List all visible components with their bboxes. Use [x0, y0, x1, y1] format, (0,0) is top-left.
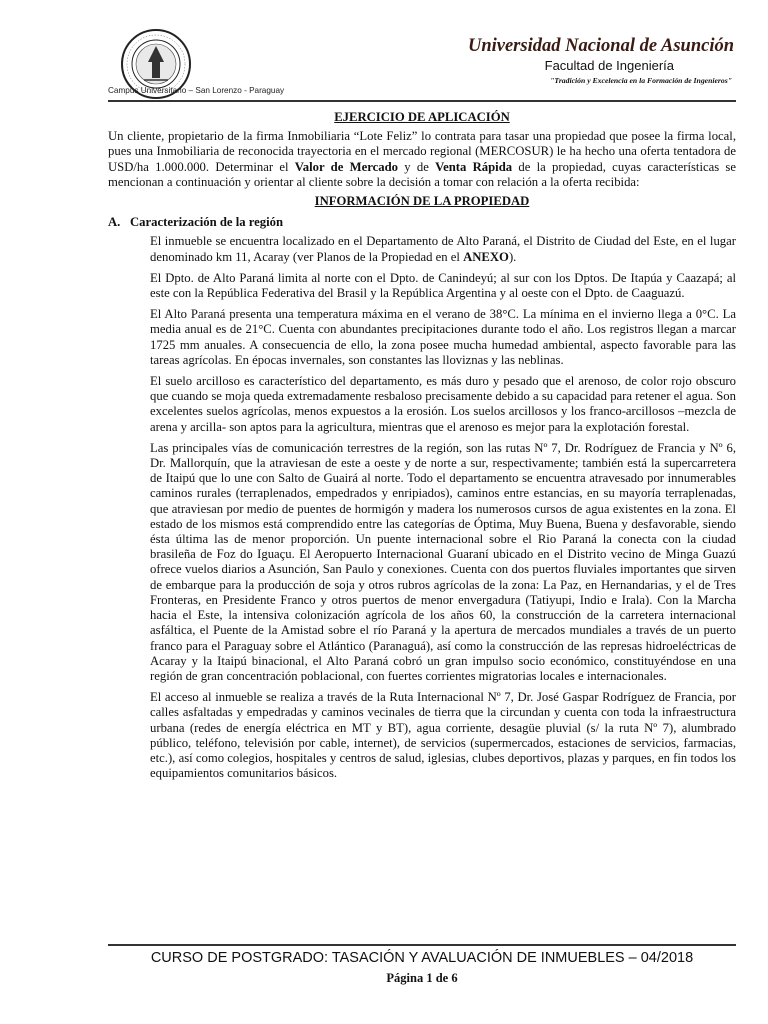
faculty-name: Facultad de Ingeniería [544, 58, 674, 73]
intro-bold-quick-sale: Venta Rápida [435, 159, 513, 174]
intro-text-1: Un cliente, propietario de la firma Inmobiliaria “Lote Feliz” lo contrata para tasar una propiedad que posee la firma local, pues una Inmobiliaria de reconocida trayectoria en el mercado regional (MERCOSUR) le ha hecho una oferta tentadora de USD/ha 1.000.000. Determinar el [108, 129, 736, 174]
paragraph-soil: El suelo arcilloso es característico del departamento, es más duro y pesado que el arenoso, de color rojo obscuro que cuando se moja queda extremadamente resbaloso precisamente debido a su capacidad para retener el agua. Son excelentes suelos agrícolas, menos expuestos a la erosión. Los suelos arcillosos y los franco-arcillosos –mezcla de arena y arcilla- son aptos para la agricultura, mientras que el arenoso es mejor para la explotación forestal. [150, 374, 736, 434]
annex-reference: ANEXO [463, 249, 509, 264]
paragraph-boundaries: El Dpto. de Alto Paraná limita al norte con el Dpto. de Canindeyú; al sur con los Dptos. De Itapúa y Caazapá; al este con la República Federativa del Brasil y la República Argentina y al oeste con el Dpto. de Caaguazú. [150, 270, 736, 301]
subsection-heading [108, 215, 736, 230]
intro-text-2: y de [397, 159, 436, 174]
paragraph-location [150, 234, 736, 264]
footer-course-title: CURSO DE POSTGRADO: TASACIÓN Y AVALUACIÓN DE INMUEBLES – 04/2018 [150, 950, 694, 966]
campus-address: Campus Universitario – San Lorenzo - Paraguay [108, 86, 285, 95]
header-divider [108, 100, 736, 102]
page-header [108, 28, 736, 100]
page-number: Página 1 de 6 [386, 971, 458, 985]
subsection-letter: A. [108, 215, 121, 230]
paragraph-location-end: ). [508, 249, 517, 264]
intro-paragraph [108, 129, 736, 190]
document-body [108, 110, 736, 787]
paragraph-roads: Las principales vías de comunicación terrestres de la región, son las rutas Nº 7, Dr. Rodríguez de Francia y Nº 6, Dr. Mallorquín, que la atraviesan de este a oeste y de norte a sur, respectivamente; también está la supercarretera de Itaipú que lo une con Salto de Guairá al norte. Todo el departamento se encuentra atravesado por innumerables caminos rurales (terraplenados, empedrados y enripiados), caminos entre estancias, en su mayoría terraplenadas, que atraviesan por medio de puentes de hormigón y madera los numerosos cursos de agua existentes en la zona. El estado de los mismos está comprendido entre las categorías de Óptima, Muy Buena, Buena y desfavorable, siendo ésta última las de menor proporción. Un puente internacional sobre el Rio Paraná la conecta con la ciudad brasileña de Foz do Iguaçu. El Aeropuerto Internacional Guaraní ubicado en el Distrito vecino de Minga Guazú ofrece vuelos diarios a Asunción, San Paulo y conexiones. Cuenta con dos puertos fluviales importantes que sirven de embarque para la producción de soja y otros rubros agrícolas de la zona: La Paz, en Hernandarias, y el de Tres Fronteras, en Presidente Franco y otros puertos de menor envergadura (Tatiyupi, Indio e Irala). Con la Marcha hacia el Este, la intensiva colonización agrícola de los años 60, la construcción de la carretera internacional asfáltica, el Puente de la Amistad sobre el río Paraná y la apertura de mercados mundiales a través de un puerto franco para el Paraguay sobre el Atlántico (Paranaguá), así como la construcción de las represas hidroeléctricas de Acaray y la Itaipú binacional, el Alto Paraná cobró un gran impulso socio económico, constituyéndose en una región de gran concentración poblacional, con fuertes corrientes migratorias locales e internacionales. [150, 440, 736, 683]
intro-bold-market-value: Valor de Mercado [294, 159, 398, 174]
intro-text-3: de la propiedad, cuyas características se mencionan a continuación y orientar al cliente sobre la decisión a tomar con relación a la oferta recibida: [108, 159, 737, 189]
footer-divider [108, 944, 736, 946]
faculty-motto: "Tradición y Excelencia en la Formación de Ingenieros" [550, 76, 732, 85]
subsection-title: Caracterización de la región [130, 215, 284, 230]
paragraph-access: El acceso al inmueble se realiza a través de la Ruta Internacional Nº 7, Dr. José Gaspar Rodríguez de Francia, por calles asfaltadas y empedradas y caminos vecinales de tierra que la circundan y cuenta con toda la infraestructura urbana (redes de energía eléctrica en MT y BT), agua corriente, desagüe pluvial (s/ la ruta Nº 7), alumbrado público, teléfono, televisión por cable, internet), de servicios (supermercados, estaciones de servicios, farmacias, etc.), así como colegios, hospitales y centros de salud, iglesias, clubes deportivos, plazas y parques, en fin todos los equipamientos comunitarios básicos. [150, 690, 736, 781]
paragraph-location-text: El inmueble se encuentra localizado en el Departamento de Alto Paraná, el Distrito de Ciudad del Este, en el lugar denominado km 11, Acaray (ver Planos de la Propiedad en el [150, 234, 736, 264]
exercise-title: EJERCICIO DE APLICACIÓN [334, 110, 510, 124]
section-title: INFORMACIÓN DE LA PROPIEDAD [314, 194, 530, 209]
paragraph-climate: El Alto Paraná presenta una temperatura máxima en el verano de 38°C. La mínima en el invierno llega a 0°C. La media anual es de 21°C. Cuenta con abundantes precipitaciones durante todo el año. Los registros llegan a marcar 1725 mm anuales. A consecuencia de ello, la zona posee mucha humedad ambiental, aspecto favorable para las tareas agrícolas. En épocas invernales, son constantes las lloviznas y las neblinas. [150, 307, 736, 367]
university-name: Universidad Nacional de Asunción [467, 36, 734, 56]
